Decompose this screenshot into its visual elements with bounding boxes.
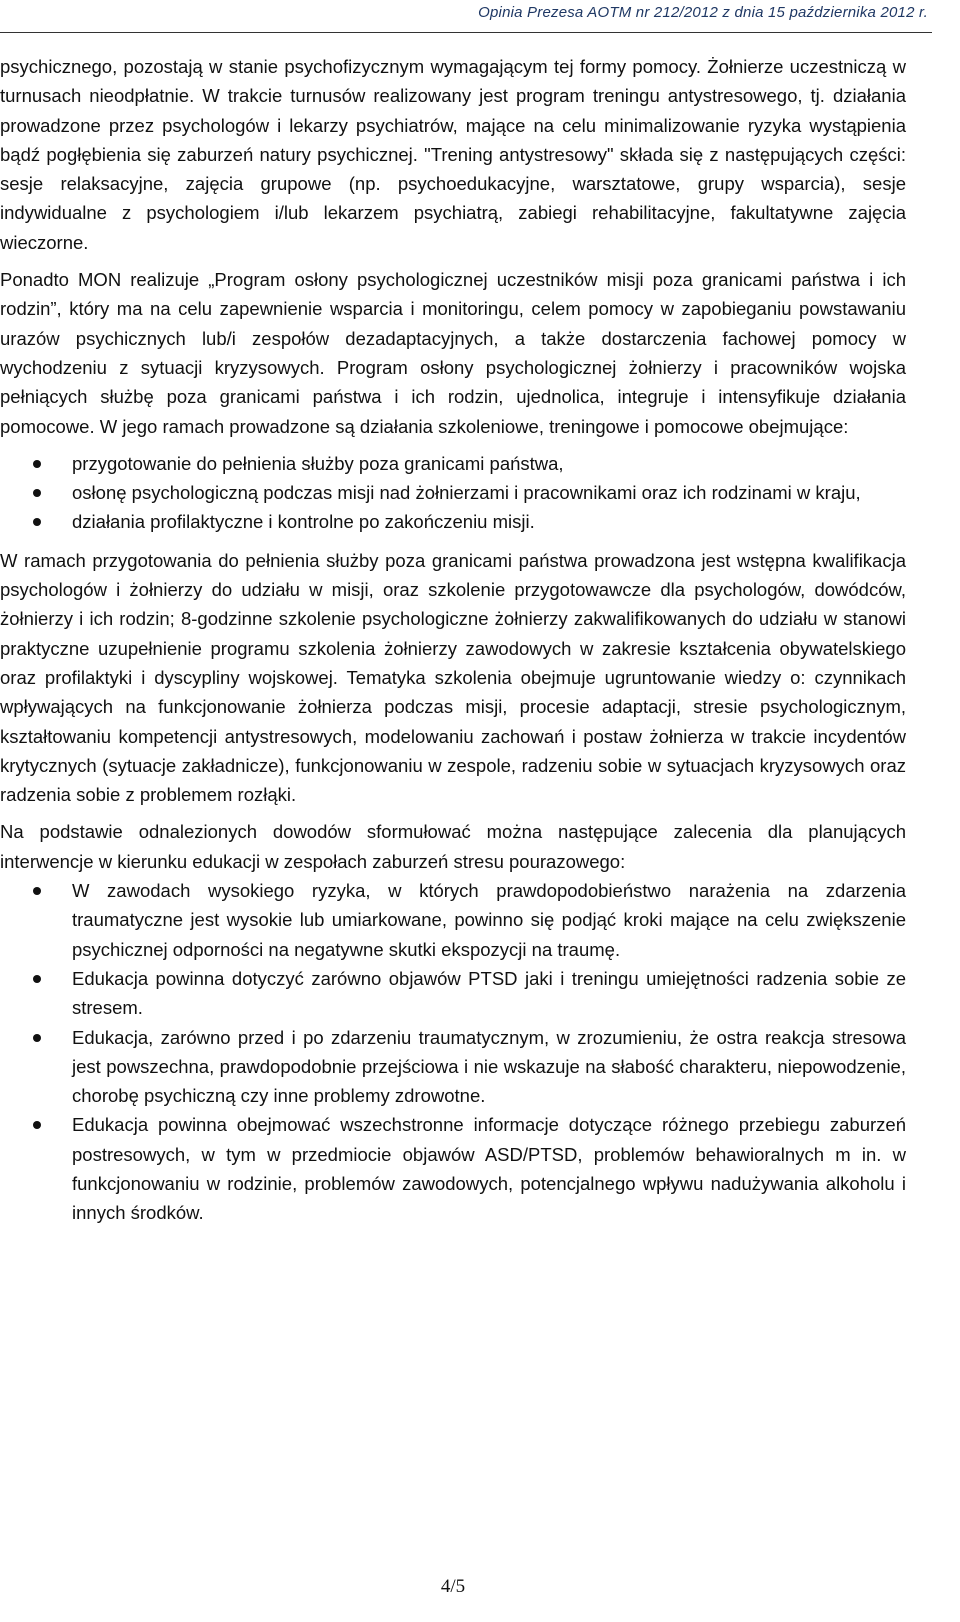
header-divider [0, 32, 932, 33]
list-item [0, 478, 906, 507]
paragraph-2: Ponadto MON realizuje „Program osłony psychologicznej uczestników misji poza granicami państwa i ich rodzin”, który ma na celu zapewnienie wsparcia i monitoringu, celem pomocy w zapobieganiu powstawaniu urazów psychicznych lub/i zespołów dezadaptacyjnych, a także dostarczenia fachowej pomocy w wychodzeniu z sytuacji kryzysowych. Program osłony psychologicznej żołnierzy i pracowników wojska pełniących służbę poza granicami państwa i ich rodzin, ujednolica, integruje i intensyfikuje działania pomocowe. W jego ramach prowadzone są działania szkoleniowe, treningowe i pomocowe obejmujące: [0, 269, 906, 437]
bullet-icon [33, 460, 41, 468]
page-number: 4/5 [440, 1576, 466, 1597]
list-item-text: W zawodach wysokiego ryzyka, w których prawdopodobieństwo narażenia na zdarzenia traumatyczne jest wysokie lub umiarkowane, powinno się podjąć kroki mające na celu zwiększenie psychicznej odporności na negatywne skutki ekspozycji na traumę. [72, 880, 906, 960]
bullet-icon [33, 1121, 41, 1129]
list-item-text: osłonę psychologiczną podczas misji nad żołnierzami i pracownikami oraz ich rodzinami w kraju, [72, 482, 861, 504]
list-item-text: działania profilaktyczne i kontrolne po zakończeniu misji. [72, 511, 535, 533]
bullet-icon [33, 975, 41, 983]
list-item [0, 964, 906, 1023]
list-item [0, 876, 906, 964]
bullet-icon [33, 887, 41, 895]
list-item-text: Edukacja powinna obejmować wszechstronne informacje dotyczące różnego przebiegu zaburzeń postresowych, w tym w przedmiocie objawów ASD/PTSD, problemów behawioralnych m in. w funkcjonowaniu w rodzinie, problemów zawodowych, potencjalnego wpływu nadużywania alkoholu i innych środków. [72, 1114, 906, 1224]
list-item-text: Edukacja powinna dotyczyć zarówno objawów PTSD jaki i treningu umiejętności radzenia sobie ze stresem. [72, 967, 906, 1019]
paragraph-1: psychicznego, pozostają w stanie psychofizycznym wymagającym tej formy pomocy. Żołnierze uczestniczą w turnusach nieodpłatnie. W trakcie turnusów realizowany jest program treningu antystresowego, tj. działania prowadzone przez psychologów i lekarzy psychiatrów, mające na celu minimalizowanie ryzyka wystąpienia bądź pogłębienia się zaburzeń natury psychicznej. "Trening antystresowy" składa się z następujących części: sesje relaksacyjne, zajęcia grupowe (np. psychoedukacyjne, warsztatowe, grupy wsparcia), sesje indywidualne z psychologiem i/lub lekarzem psychiatrą, zabiegi rehabilitacyjne, fakultatywne zajęcia wieczorne. [0, 56, 906, 253]
bullet-list-recommendations [0, 876, 906, 1228]
list-item [0, 1110, 906, 1227]
paragraph-3: W ramach przygotowania do pełnienia służby poza granicami państwa prowadzona jest wstępna kwalifikacja psychologów i żołnierzy do udziału w misji, oraz szkolenie przygotowawcze dla psychologów, dowódców, żołnierzy i ich rodzin; 8-godzinne szkolenie psychologiczne żołnierzy zakwalifikowanych do udziału w stanowi praktyczne uzupełnienie programu szkolenia żołnierzy zawodowych w zakresie kształcenia obywatelskiego oraz profilaktyki i dyscypliny wojskowej. Tematyka szkolenia obejmuje ugruntowanie wiedzy o: czynnikach wpływających na funkcjonowanie żołnierza podczas misji, procesie adaptacji, stresie psychologicznym, kształtowaniu kompetencji antystresowych, modelowaniu zachowań i postaw żołnierza w trakcie incydentów krytycznych (sytuacje zakładnicze), funkcjonowaniu w zespole, radzeniu sobie w sytuacjach kryzysowych oraz radzenia sobie z problemem rozłąki. [0, 549, 906, 806]
list-item-text: Edukacja, zarówno przed i po zdarzeniu traumatycznym, w zrozumieniu, że ostra reakcja stresowa jest powszechna, prawdopodobnie przejściowa i nie wskazuje na słabość charakteru, niepowodzenie, chorobę psychiczną czy inne problemy zdrowotne. [72, 1026, 906, 1107]
list-item-text: przygotowanie do pełnienia służby poza granicami państwa, [72, 452, 564, 474]
bullet-icon [33, 1034, 41, 1042]
document-header: Opinia Prezesa AOTM nr 212/2012 z dnia 15 października 2012 r. [478, 4, 928, 21]
paragraph-4: Na podstawie odnalezionych dowodów sformułować można następujące zalecenia dla planujących interwencje w kierunku edukacji w zespołach zaburzeń stresu pourazowego: [0, 821, 906, 872]
bullet-icon [33, 489, 41, 497]
list-item [0, 449, 906, 478]
list-item [0, 1023, 906, 1111]
document-body [0, 52, 906, 1237]
list-item [0, 507, 906, 536]
bullet-list-program [0, 449, 906, 537]
bullet-icon [33, 518, 41, 526]
